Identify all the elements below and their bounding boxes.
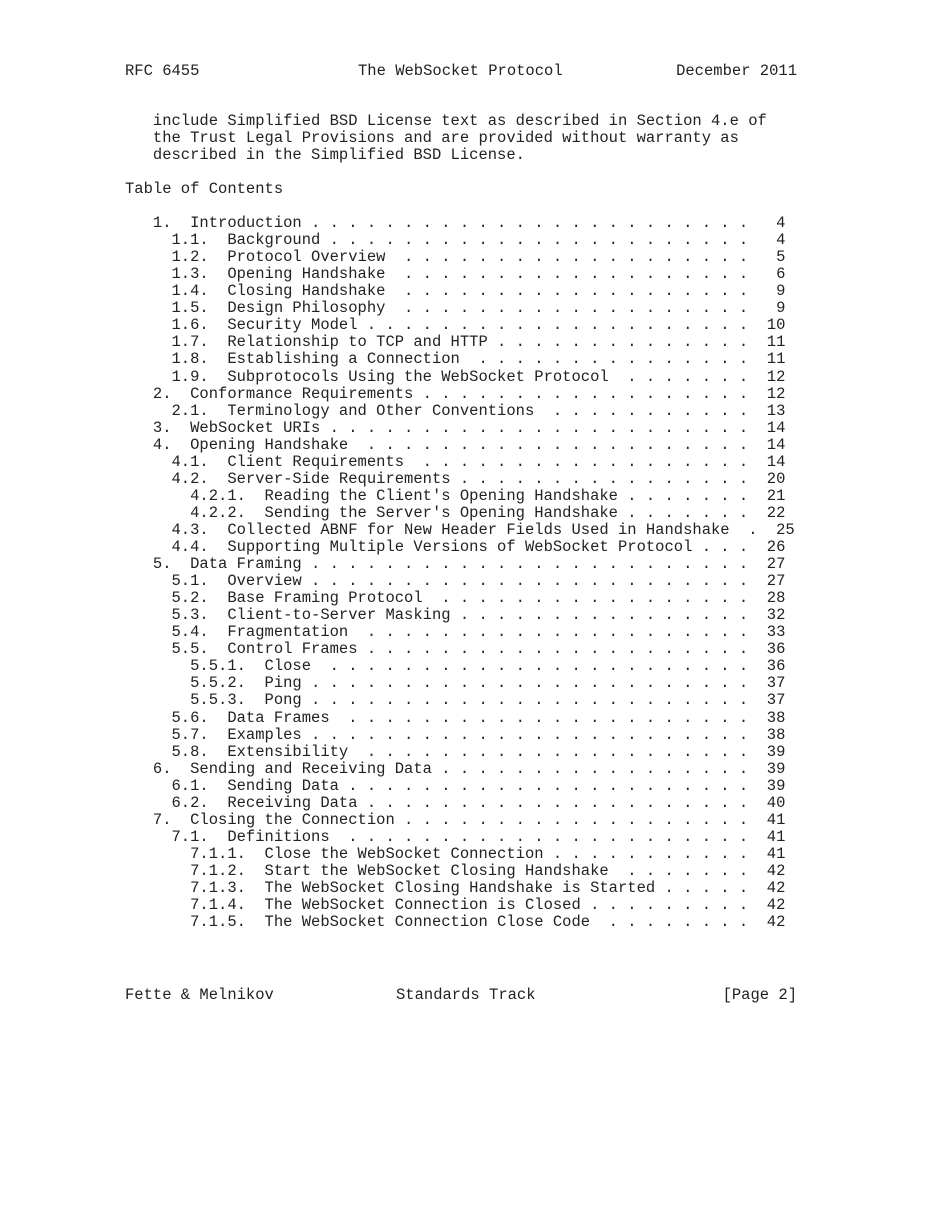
toc-entry: 7. Closing the Connection . . . . . . . . . . . . . . . . . . . 41 <box>125 810 786 829</box>
footer-authors: Fette & Melnikov <box>125 986 274 1004</box>
toc-entry: 1.6. Security Model . . . . . . . . . . . . . . . . . . . . . 10 <box>125 316 786 335</box>
toc-entry: 5.8. Extensibility . . . . . . . . . . . . . . . . . . . . . 39 <box>125 742 786 761</box>
toc-entry: 1.7. Relationship to TCP and HTTP . . . . . . . . . . . . . . 11 <box>125 333 786 352</box>
toc-entry: 5.5.3. Pong . . . . . . . . . . . . . . . . . . . . . . . . 37 <box>125 691 786 710</box>
toc-entry: 1.8. Establishing a Connection . . . . . . . . . . . . . . . 11 <box>125 350 786 369</box>
toc-entry: 1. Introduction . . . . . . . . . . . . . . . . . . . . . . . . 4 <box>125 214 786 232</box>
toc-title: Table of Contents <box>125 180 284 198</box>
toc-entry: 4. Opening Handshake . . . . . . . . . . . . . . . . . . . . . 14 <box>125 435 786 454</box>
toc-entry: 4.4. Supporting Multiple Versions of WebSocket Protocol . . . 26 <box>125 538 786 556</box>
toc-entry: 1.2. Protocol Overview . . . . . . . . . . . . . . . . . . . 5 <box>125 248 786 267</box>
toc-entry: 2. Conformance Requirements . . . . . . . . . . . . . . . . . . 12 <box>125 384 786 403</box>
toc-entry: 7.1.1. Close the WebSocket Connection . . . . . . . . . . . 41 <box>125 844 786 863</box>
toc-entry: 6.1. Sending Data . . . . . . . . . . . . . . . . . . . . . . 39 <box>125 776 786 795</box>
intro-line: include Simplified BSD License text as described in Section 4.e of <box>125 112 767 130</box>
toc-entry: 4.3. Collected ABNF for New Header Fields Used in Handshake . 25 <box>125 520 795 539</box>
toc-entry: 5.4. Fragmentation . . . . . . . . . . . . . . . . . . . . . 33 <box>125 623 786 642</box>
toc-entry: 7.1.5. The WebSocket Connection Close Code . . . . . . . . 42 <box>125 913 786 932</box>
toc-entry: 5.3. Client-to-Server Masking . . . . . . . . . . . . . . . . 32 <box>125 606 786 625</box>
toc-entry: 5.5.2. Ping . . . . . . . . . . . . . . . . . . . . . . . . 37 <box>125 674 786 693</box>
header-title: The WebSocket Protocol <box>358 62 563 80</box>
toc-entry: 5.5.1. Close . . . . . . . . . . . . . . . . . . . . . . . 36 <box>125 657 786 676</box>
toc-entry: 5. Data Framing . . . . . . . . . . . . . . . . . . . . . . . . 27 <box>125 555 786 573</box>
footer-status: Standards Track <box>396 986 536 1004</box>
footer-page-number: [Page 2] <box>722 986 797 1004</box>
toc-entry: 4.1. Client Requirements . . . . . . . . . . . . . . . . . . 14 <box>125 452 786 471</box>
header-date: December 2011 <box>676 62 797 80</box>
toc-entry: 7.1. Definitions . . . . . . . . . . . . . . . . . . . . . . 41 <box>125 827 786 846</box>
toc-entry: 5.7. Examples . . . . . . . . . . . . . . . . . . . . . . . . 38 <box>125 725 786 744</box>
header-rfc-number: RFC 6455 <box>125 62 200 80</box>
toc-entry: 4.2. Server-Side Requirements . . . . . . . . . . . . . . . . 20 <box>125 469 786 488</box>
toc-entry: 7.1.2. Start the WebSocket Closing Handshake . . . . . . . 42 <box>125 861 786 880</box>
toc-entry: 6.2. Receiving Data . . . . . . . . . . . . . . . . . . . . . 40 <box>125 793 786 812</box>
toc-entry: 5.5. Control Frames . . . . . . . . . . . . . . . . . . . . . 36 <box>125 640 786 659</box>
toc-entry: 4.2.2. Sending the Server's Opening Handshake . . . . . . . 22 <box>125 503 786 522</box>
toc-entry: 7.1.3. The WebSocket Closing Handshake is Started . . . . . 42 <box>125 879 786 897</box>
toc-entry: 1.9. Subprotocols Using the WebSocket Protocol . . . . . . . 12 <box>125 367 786 386</box>
toc-entry: 2.1. Terminology and Other Conventions . . . . . . . . . . . 13 <box>125 401 786 420</box>
toc-entry: 6. Sending and Receiving Data . . . . . . . . . . . . . . . . . 39 <box>125 759 786 778</box>
toc-entry: 3. WebSocket URIs . . . . . . . . . . . . . . . . . . . . . . . 14 <box>125 418 786 437</box>
toc-entry: 5.1. Overview . . . . . . . . . . . . . . . . . . . . . . . . 27 <box>125 572 786 590</box>
toc-entry: 1.1. Background . . . . . . . . . . . . . . . . . . . . . . . 4 <box>125 231 786 250</box>
toc-entry: 1.5. Design Philosophy . . . . . . . . . . . . . . . . . . . 9 <box>125 299 786 318</box>
intro-line: described in the Simplified BSD License. <box>125 146 525 164</box>
toc-entry: 4.2.1. Reading the Client's Opening Handshake . . . . . . . 21 <box>125 486 786 505</box>
toc-entry: 7.1.4. The WebSocket Connection is Closed . . . . . . . . . 42 <box>125 896 786 914</box>
toc-entry: 5.6. Data Frames . . . . . . . . . . . . . . . . . . . . . . 38 <box>125 708 786 727</box>
toc-entry: 1.3. Opening Handshake . . . . . . . . . . . . . . . . . . . 6 <box>125 265 786 284</box>
intro-line: the Trust Legal Provisions and are provided without warranty as <box>125 129 739 147</box>
toc-entry: 5.2. Base Framing Protocol . . . . . . . . . . . . . . . . . 28 <box>125 589 786 608</box>
toc-entry: 1.4. Closing Handshake . . . . . . . . . . . . . . . . . . . 9 <box>125 282 786 301</box>
